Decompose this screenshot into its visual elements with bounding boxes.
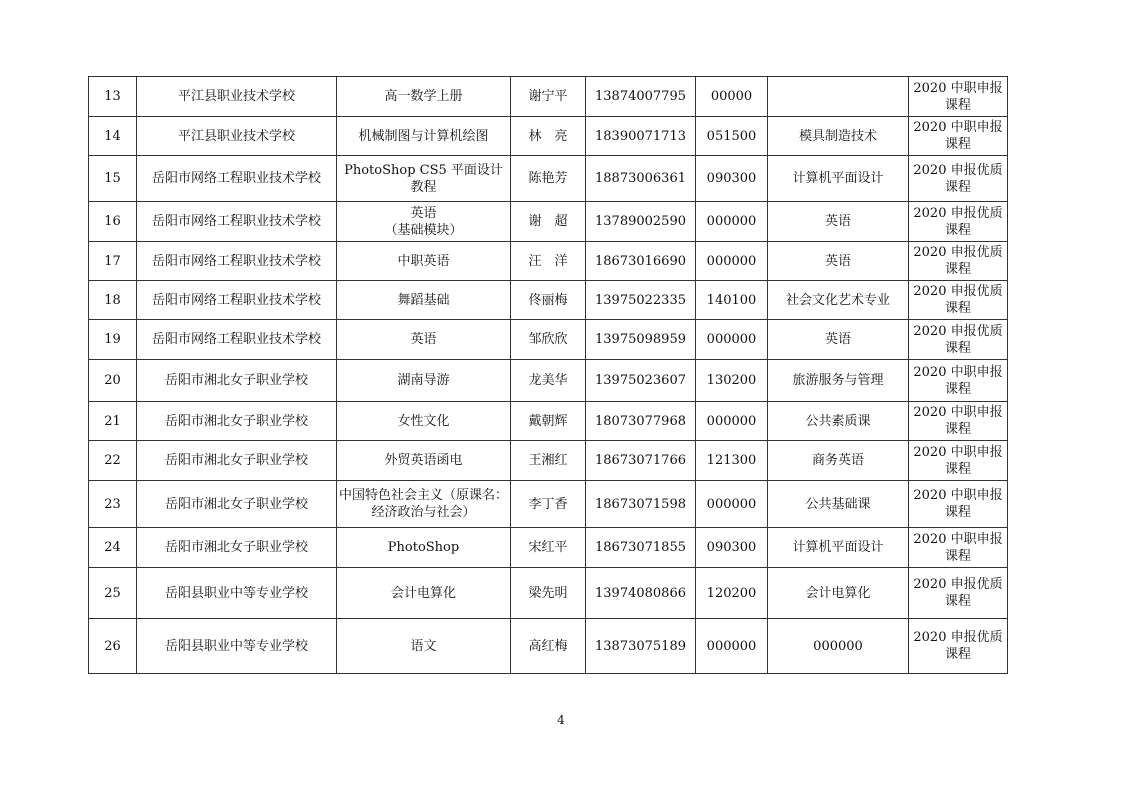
teacher-name-cell: 汪 洋 — [511, 242, 586, 281]
row-number-cell: 22 — [89, 441, 137, 481]
course-name-cell: PhotoShop CS5 平面设计教程 — [337, 156, 511, 202]
major-code-cell: 130200 — [696, 360, 768, 402]
teacher-name-cell: 林 亮 — [511, 117, 586, 156]
teacher-name-cell: 邹欣欣 — [511, 320, 586, 360]
major-name-cell: 旅游服务与管理 — [768, 360, 909, 402]
teacher-name-cell: 谢 超 — [511, 202, 586, 242]
phone-number-cell: 18073077968 — [586, 402, 696, 441]
course-category-cell: 2020 申报优质课程 — [909, 281, 1008, 320]
major-name-cell: 计算机平面设计 — [768, 156, 909, 202]
course-category-cell: 2020 中职申报课程 — [909, 481, 1008, 528]
table-row — [89, 402, 1008, 441]
school-name-cell: 岳阳市湘北女子职业学校 — [137, 360, 337, 402]
course-category-cell: 2020 申报优质课程 — [909, 568, 1008, 619]
course-category-cell: 2020 申报优质课程 — [909, 242, 1008, 281]
major-code-cell: 000000 — [696, 402, 768, 441]
course-name-cell: 舞蹈基础 — [337, 281, 511, 320]
table-row — [89, 481, 1008, 528]
teacher-name-cell: 佟丽梅 — [511, 281, 586, 320]
school-name-cell: 平江县职业技术学校 — [137, 77, 337, 117]
teacher-name-cell: 梁先明 — [511, 568, 586, 619]
course-category-cell: 2020 中职申报课程 — [909, 77, 1008, 117]
major-code-cell: 051500 — [696, 117, 768, 156]
row-number-cell: 15 — [89, 156, 137, 202]
table-row — [89, 360, 1008, 402]
school-name-cell: 岳阳县职业中等专业学校 — [137, 619, 337, 674]
teacher-name-cell: 戴朝辉 — [511, 402, 586, 441]
school-name-cell: 岳阳市湘北女子职业学校 — [137, 481, 337, 528]
major-name-cell: 英语 — [768, 242, 909, 281]
course-name-cell: 高一数学上册 — [337, 77, 511, 117]
course-table — [88, 76, 1008, 674]
school-name-cell: 岳阳市网络工程职业技术学校 — [137, 320, 337, 360]
row-number-cell: 23 — [89, 481, 137, 528]
row-number-cell: 25 — [89, 568, 137, 619]
table-row — [89, 281, 1008, 320]
school-name-cell: 岳阳市网络工程职业技术学校 — [137, 202, 337, 242]
row-number-cell: 14 — [89, 117, 137, 156]
table-row — [89, 619, 1008, 674]
course-name-cell: 会计电算化 — [337, 568, 511, 619]
row-number-cell: 21 — [89, 402, 137, 441]
major-name-cell: 计算机平面设计 — [768, 528, 909, 568]
major-code-cell: 000000 — [696, 320, 768, 360]
course-name-cell: 女性文化 — [337, 402, 511, 441]
major-name-cell: 会计电算化 — [768, 568, 909, 619]
school-name-cell: 岳阳市网络工程职业技术学校 — [137, 281, 337, 320]
teacher-name-cell: 高红梅 — [511, 619, 586, 674]
phone-number-cell: 18673071766 — [586, 441, 696, 481]
major-name-cell: 公共素质课 — [768, 402, 909, 441]
course-name-cell: 英语 （基础模块） — [337, 202, 511, 242]
phone-number-cell: 18873006361 — [586, 156, 696, 202]
teacher-name-cell: 李丁香 — [511, 481, 586, 528]
course-name-cell: 英语 — [337, 320, 511, 360]
major-name-cell: 模具制造技术 — [768, 117, 909, 156]
course-category-cell: 2020 申报优质课程 — [909, 320, 1008, 360]
school-name-cell: 岳阳市湘北女子职业学校 — [137, 528, 337, 568]
phone-number-cell: 13975098959 — [586, 320, 696, 360]
course-name-cell: 外贸英语函电 — [337, 441, 511, 481]
major-code-cell: 090300 — [696, 528, 768, 568]
major-name-cell: 公共基础课 — [768, 481, 909, 528]
major-code-cell: 121300 — [696, 441, 768, 481]
table-row — [89, 77, 1008, 117]
school-name-cell: 岳阳市湘北女子职业学校 — [137, 402, 337, 441]
table-row — [89, 568, 1008, 619]
course-category-cell: 2020 中职申报课程 — [909, 360, 1008, 402]
major-code-cell: 000000 — [696, 481, 768, 528]
table-body — [89, 77, 1008, 674]
phone-number-cell: 13873075189 — [586, 619, 696, 674]
row-number-cell: 16 — [89, 202, 137, 242]
school-name-cell: 岳阳市网络工程职业技术学校 — [137, 156, 337, 202]
table-row — [89, 528, 1008, 568]
major-code-cell: 000000 — [696, 242, 768, 281]
course-category-cell: 2020 中职申报课程 — [909, 402, 1008, 441]
major-code-cell: 090300 — [696, 156, 768, 202]
major-name-cell: 英语 — [768, 202, 909, 242]
course-name-cell: 中国特色社会主义（原课名：经济政治与社会） — [337, 481, 511, 528]
row-number-cell: 20 — [89, 360, 137, 402]
major-name-cell: 英语 — [768, 320, 909, 360]
course-category-cell: 2020 申报优质课程 — [909, 202, 1008, 242]
phone-number-cell: 13874007795 — [586, 77, 696, 117]
course-name-cell: 湖南导游 — [337, 360, 511, 402]
table-row — [89, 117, 1008, 156]
major-code-cell: 000000 — [696, 202, 768, 242]
school-name-cell: 岳阳市网络工程职业技术学校 — [137, 242, 337, 281]
major-name-cell: 000000 — [768, 619, 909, 674]
major-name-cell: 社会文化艺术专业 — [768, 281, 909, 320]
table-row — [89, 242, 1008, 281]
school-name-cell: 岳阳县职业中等专业学校 — [137, 568, 337, 619]
table-row — [89, 202, 1008, 242]
row-number-cell: 24 — [89, 528, 137, 568]
phone-number-cell: 18673071598 — [586, 481, 696, 528]
phone-number-cell: 18673016690 — [586, 242, 696, 281]
course-name-cell: 语文 — [337, 619, 511, 674]
phone-number-cell: 13789002590 — [586, 202, 696, 242]
row-number-cell: 17 — [89, 242, 137, 281]
major-code-cell: 120200 — [696, 568, 768, 619]
course-category-cell: 2020 中职申报课程 — [909, 528, 1008, 568]
teacher-name-cell: 王湘红 — [511, 441, 586, 481]
course-category-cell: 2020 中职申报课程 — [909, 117, 1008, 156]
phone-number-cell: 18390071713 — [586, 117, 696, 156]
row-number-cell: 13 — [89, 77, 137, 117]
teacher-name-cell: 陈艳芳 — [511, 156, 586, 202]
teacher-name-cell: 宋红平 — [511, 528, 586, 568]
major-code-cell: 140100 — [696, 281, 768, 320]
course-name-cell: PhotoShop — [337, 528, 511, 568]
major-code-cell: 000000 — [696, 619, 768, 674]
table-row — [89, 441, 1008, 481]
course-category-cell: 2020 申报优质课程 — [909, 619, 1008, 674]
course-name-cell: 机械制图与计算机绘图 — [337, 117, 511, 156]
phone-number-cell: 18673071855 — [586, 528, 696, 568]
course-category-cell: 2020 申报优质课程 — [909, 156, 1008, 202]
table-row — [89, 156, 1008, 202]
table-row — [89, 320, 1008, 360]
row-number-cell: 19 — [89, 320, 137, 360]
teacher-name-cell: 龙美华 — [511, 360, 586, 402]
major-code-cell: 00000 — [696, 77, 768, 117]
major-name-cell: 商务英语 — [768, 441, 909, 481]
phone-number-cell: 13975023607 — [586, 360, 696, 402]
major-name-cell — [768, 77, 909, 117]
course-category-cell: 2020 中职申报课程 — [909, 441, 1008, 481]
row-number-cell: 26 — [89, 619, 137, 674]
school-name-cell: 岳阳市湘北女子职业学校 — [137, 441, 337, 481]
teacher-name-cell: 谢宁平 — [511, 77, 586, 117]
school-name-cell: 平江县职业技术学校 — [137, 117, 337, 156]
page-number: 4 — [557, 713, 565, 727]
phone-number-cell: 13975022335 — [586, 281, 696, 320]
row-number-cell: 18 — [89, 281, 137, 320]
phone-number-cell: 13974080866 — [586, 568, 696, 619]
course-name-cell: 中职英语 — [337, 242, 511, 281]
